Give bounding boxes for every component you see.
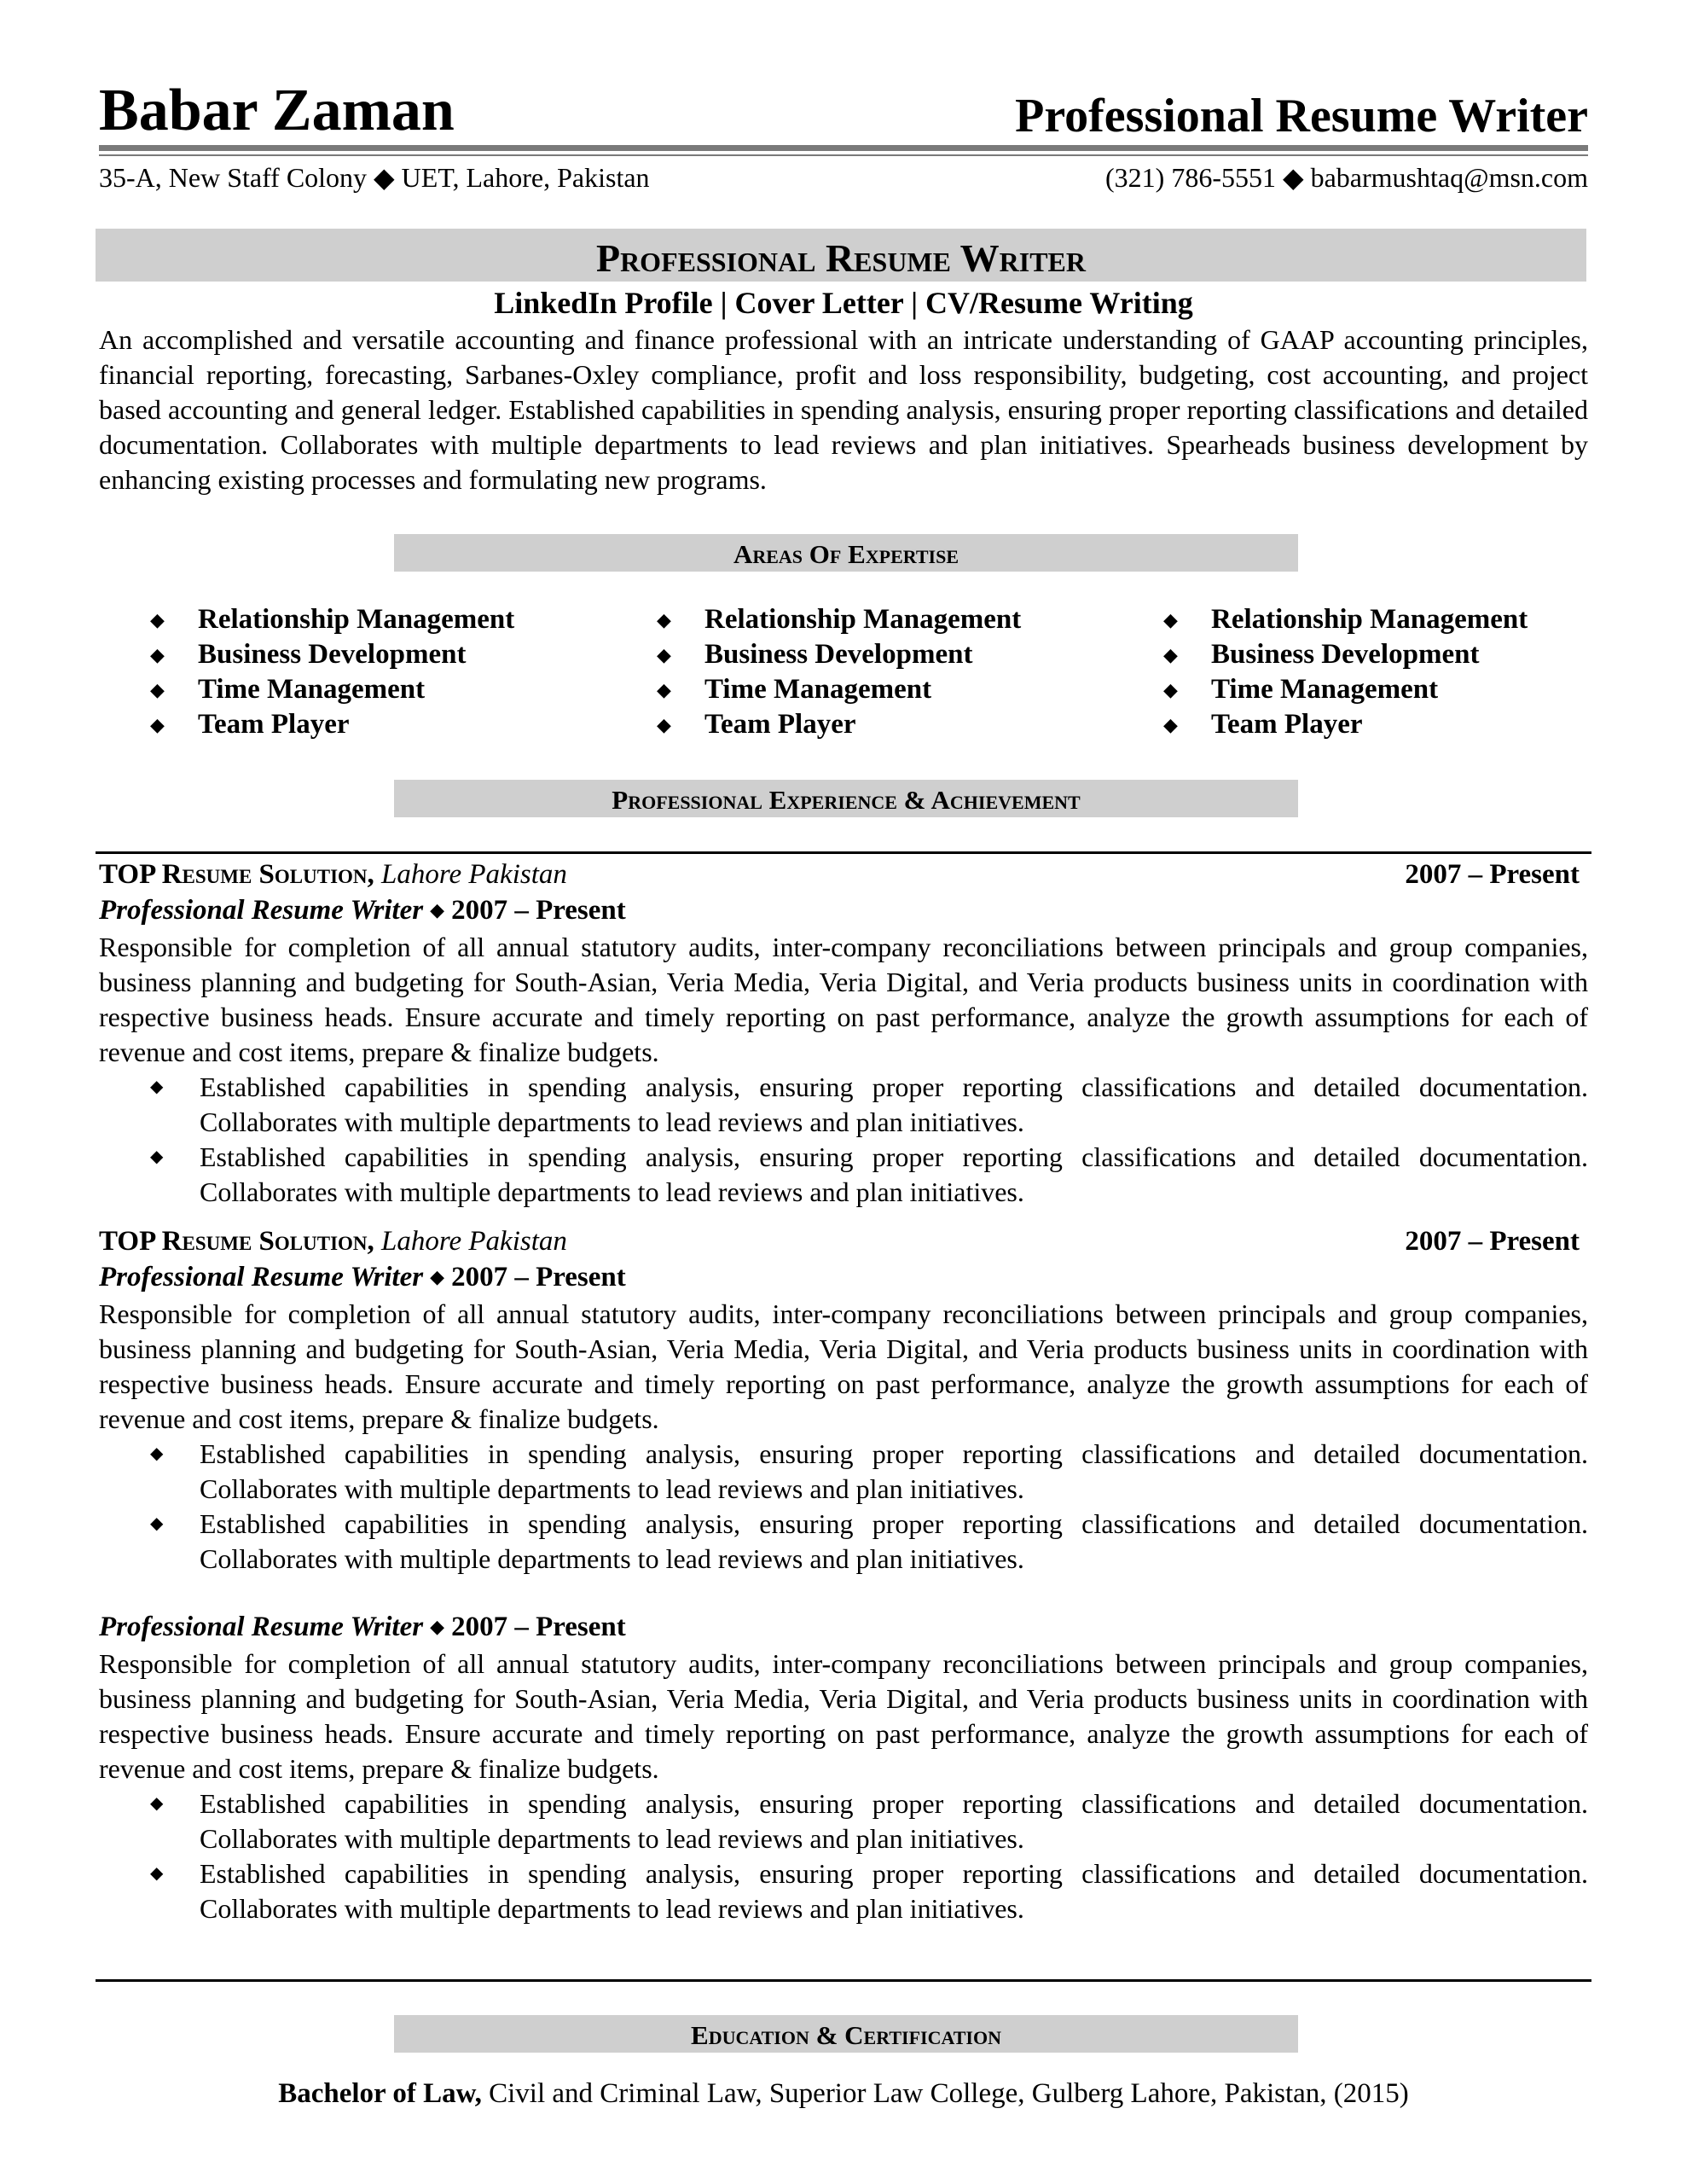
- diamond-bullet-icon: ◆: [657, 679, 671, 700]
- expertise-item: ◆ Business Development: [1163, 637, 1641, 672]
- role-title: Professional Resume Writer: [99, 895, 424, 926]
- diamond-separator-icon: ◆: [430, 1266, 445, 1287]
- achievement-item: ◆ Established capabilities in spending analysis, ensuring proper reporting classifications and detailed documentation. Collaborates with multiple departments to lead reviews and plan initiatives.: [150, 1788, 1588, 1854]
- expertise-item: ◆ Team Player: [657, 707, 1134, 742]
- services-line: LinkedIn Profile | Cover Letter | CV/Resume Writing: [494, 286, 1193, 320]
- diamond-separator-icon: ◆: [430, 899, 445, 921]
- diamond-bullet-icon: ◆: [657, 714, 671, 735]
- job-achievements: [99, 1786, 1588, 1926]
- diamond-bullet-icon: ◆: [150, 679, 165, 700]
- profile-banner: Professional Resume Writer: [96, 229, 1586, 282]
- education-heading: Education & Certification: [394, 2015, 1298, 2053]
- expertise-item: ◆ Relationship Management: [657, 602, 1134, 637]
- resume-header: [99, 77, 1588, 145]
- role-dates: 2007 – Present: [451, 1612, 626, 1642]
- job-header: [99, 1223, 1588, 1259]
- expertise-item: ◆ Relationship Management: [1163, 602, 1641, 637]
- diamond-bullet-icon: ◆: [150, 644, 165, 665]
- expertise-item: ◆ Team Player: [150, 707, 628, 742]
- diamond-bullet-icon: ◆: [150, 1077, 164, 1096]
- achievement-item: ◆ Established capabilities in spending analysis, ensuring proper reporting classifications and detailed documentation. Collaborates with multiple departments to lead reviews and plan initiatives.: [150, 1508, 1588, 1574]
- job-achievements: [99, 1070, 1588, 1210]
- diamond-bullet-icon: ◆: [1163, 679, 1178, 700]
- diamond-bullet-icon: ◆: [150, 1444, 164, 1463]
- job-dates: 2007 – Present: [1405, 1226, 1580, 1257]
- role-dates: 2007 – Present: [451, 1262, 626, 1292]
- job-description: Responsible for completion of all annual statutory audits, inter-company reconciliations between principals and group companies, business planning and budgeting for South-Asian, Veria Media, Veria Digital, and Veria products business units in coordination with respective business heads. Ensure accurate and timely reporting on past performance, analyze the growth assumptions for each of revenue and cost items, prepare & finalize budgets.: [99, 932, 1588, 1067]
- expertise-item: ◆ Business Development: [657, 637, 1134, 672]
- expertise-column-1: [150, 602, 628, 742]
- experience-bottom-rule: [96, 1979, 1591, 1982]
- expertise-item: ◆ Time Management: [150, 672, 628, 707]
- diamond-bullet-icon: ◆: [150, 1794, 164, 1813]
- degree-detail: Civil and Criminal Law, Superior Law College, Gulberg Lahore, Pakistan, (2015): [481, 2078, 1409, 2109]
- experience-heading: Professional Experience & Achievement: [394, 780, 1298, 817]
- diamond-bullet-icon: ◆: [1163, 714, 1178, 735]
- diamond-separator-icon: ◆: [430, 1616, 445, 1637]
- phone-email: (321) 786-5551 ◆ babarmushtaq@msn.com: [1105, 162, 1588, 193]
- job-role: [99, 892, 626, 928]
- company-name: TOP Resume Solution,: [99, 1226, 374, 1257]
- expertise-column-3: [1163, 602, 1641, 742]
- job-dates: 2007 – Present: [1405, 859, 1580, 890]
- job-location: Lahore Pakistan: [381, 859, 567, 890]
- header-rule-thin: [99, 154, 1588, 156]
- expertise-item: ◆ Business Development: [150, 637, 628, 672]
- expertise-column-2: [657, 602, 1134, 742]
- diamond-bullet-icon: ◆: [150, 1514, 164, 1533]
- job-role: [99, 1609, 626, 1645]
- achievement-item: ◆ Established capabilities in spending analysis, ensuring proper reporting classifications and detailed documentation. Collaborates with multiple departments to lead reviews and plan initiatives.: [150, 1141, 1588, 1207]
- role-dates: 2007 – Present: [451, 895, 626, 926]
- diamond-bullet-icon: ◆: [1163, 644, 1178, 665]
- diamond-bullet-icon: ◆: [150, 1147, 164, 1166]
- diamond-bullet-icon: ◆: [150, 1864, 164, 1883]
- job-role: [99, 1259, 626, 1295]
- role-title: Professional Resume Writer: [99, 1612, 424, 1642]
- job-achievements: [99, 1437, 1588, 1577]
- education-entry: [0, 2075, 1687, 2112]
- job-description: Responsible for completion of all annual statutory audits, inter-company reconciliations between principals and group companies, business planning and budgeting for South-Asian, Veria Media, Veria Digital, and Veria products business units in coordination with respective business heads. Ensure accurate and timely reporting on past performance, analyze the growth assumptions for each of revenue and cost items, prepare & finalize budgets.: [99, 1298, 1588, 1434]
- header-rule-thick: [99, 145, 1588, 151]
- expertise-item: ◆ Time Management: [1163, 672, 1641, 707]
- diamond-bullet-icon: ◆: [150, 609, 165, 630]
- company-name: TOP Resume Solution,: [99, 859, 374, 890]
- candidate-name: Babar Zaman: [99, 78, 455, 143]
- summary-paragraph: An accomplished and versatile accounting and finance professional with an intricate understanding of GAAP accounting principles, financial reporting, forecasting, Sarbanes-Oxley compliance, profit and loss responsibility, budgeting, cost accounting, and project based accounting and general ledger. Established capabilities in spending analysis, ensuring proper reporting classifications and detailed documentation. Collaborates with multiple departments to lead reviews and plan initiatives. Spearheads business development by enhancing existing processes and formulating new programs.: [99, 324, 1588, 495]
- job-location: Lahore Pakistan: [381, 1226, 567, 1257]
- candidate-title: Professional Resume Writer: [1015, 90, 1588, 142]
- role-title: Professional Resume Writer: [99, 1262, 424, 1292]
- diamond-bullet-icon: ◆: [657, 609, 671, 630]
- address: 35-A, New Staff Colony ◆ UET, Lahore, Pakistan: [99, 162, 650, 193]
- achievement-item: ◆ Established capabilities in spending analysis, ensuring proper reporting classifications and detailed documentation. Collaborates with multiple departments to lead reviews and plan initiatives.: [150, 1858, 1588, 1924]
- expertise-list: [0, 602, 1687, 756]
- diamond-bullet-icon: ◆: [150, 714, 165, 735]
- achievement-item: ◆ Established capabilities in spending analysis, ensuring proper reporting classifications and detailed documentation. Collaborates with multiple departments to lead reviews and plan initiatives.: [150, 1438, 1588, 1504]
- achievement-item: ◆ Established capabilities in spending analysis, ensuring proper reporting classifications and detailed documentation. Collaborates with multiple departments to lead reviews and plan initiatives.: [150, 1072, 1588, 1137]
- experience-top-rule: [96, 851, 1591, 854]
- job-description: Responsible for completion of all annual statutory audits, inter-company reconciliations between principals and group companies, business planning and budgeting for South-Asian, Veria Media, Veria Digital, and Veria products business units in coordination with respective business heads. Ensure accurate and timely reporting on past performance, analyze the growth assumptions for each of revenue and cost items, prepare & finalize budgets.: [99, 1648, 1588, 1784]
- diamond-bullet-icon: ◆: [657, 644, 671, 665]
- expertise-item: ◆ Relationship Management: [150, 602, 628, 637]
- contact-line: [99, 159, 1588, 196]
- job-header: [99, 857, 1588, 892]
- expertise-item: ◆ Time Management: [657, 672, 1134, 707]
- expertise-heading: Areas Of Expertise: [394, 534, 1298, 572]
- expertise-item: ◆ Team Player: [1163, 707, 1641, 742]
- diamond-bullet-icon: ◆: [1163, 609, 1178, 630]
- degree-name: Bachelor of Law,: [278, 2078, 482, 2109]
